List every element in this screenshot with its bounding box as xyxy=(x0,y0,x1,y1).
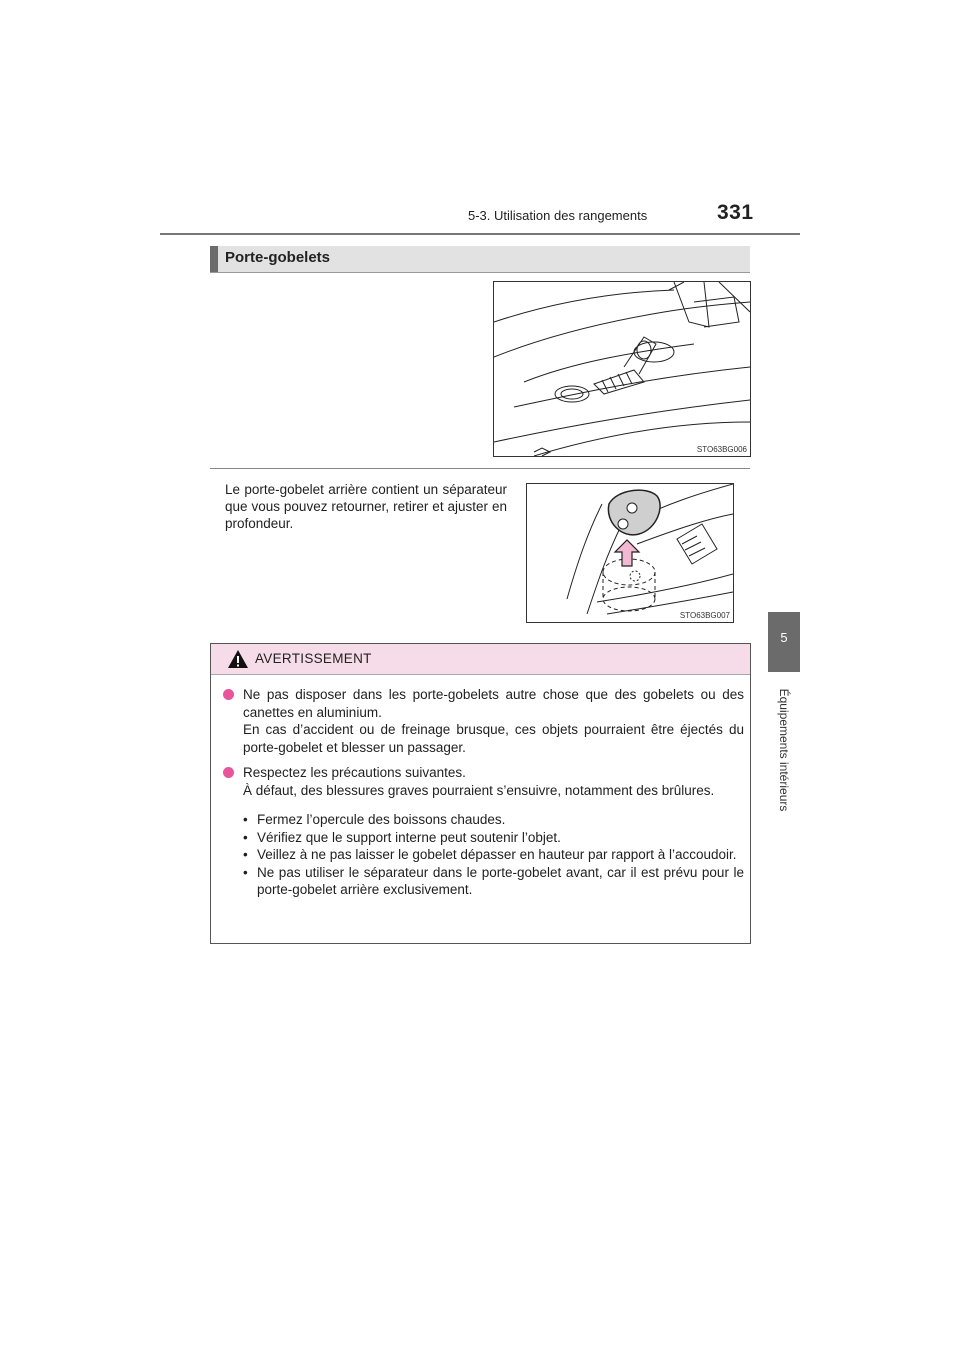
list-item xyxy=(243,846,744,864)
warning-text: Respectez les précautions suivantes. xyxy=(243,765,466,780)
list-item xyxy=(243,864,744,899)
separator-line-drawing xyxy=(527,484,733,622)
console-line-drawing xyxy=(494,282,750,456)
warning-title: AVERTISSEMENT xyxy=(255,651,372,666)
chapter-tab-number: 5 xyxy=(780,630,788,645)
list-item xyxy=(243,811,744,829)
list-item-text: Veillez à ne pas laisser le gobelet dépasser en hauteur par rapport à l’accoudoir. xyxy=(257,847,737,862)
list-bullet-icon: • xyxy=(243,829,248,845)
warning-text: Ne pas disposer dans les porte-gobelets autre chose que des gobelets ou des canettes en aluminium. xyxy=(243,687,744,720)
section-divider xyxy=(210,468,750,469)
warning-body xyxy=(211,686,750,899)
list-bullet-icon: • xyxy=(243,847,248,862)
warning-text: En cas d’accident ou de freinage brusque, ces objets pourraient être éjectés du porte-gobelet et blesser un passager. xyxy=(243,722,744,755)
list-bullet-icon: • xyxy=(243,864,248,880)
cup-holder-separator-illustration xyxy=(526,483,734,623)
running-header-section: 5-3. Utilisation des rangements xyxy=(468,208,648,223)
section-title-bar xyxy=(210,246,750,273)
warning-box xyxy=(210,643,751,944)
warning-text: À défaut, des blessures graves pourraient s’ensuivre, notamment des brûlures. xyxy=(243,782,715,798)
list-item-text: Ne pas utiliser le séparateur dans le porte-gobelet avant, car il est prévu pour le porte-gobelet arrière exclusivement. xyxy=(257,864,744,897)
page-number: 331 xyxy=(717,201,754,224)
cup-holder-console-illustration xyxy=(493,281,751,457)
list-bullet-icon: • xyxy=(243,812,248,827)
bullet-dot-icon xyxy=(223,767,234,778)
warning-triangle-icon xyxy=(227,649,249,669)
body-paragraph: Le porte-gobelet arrière contient un séparateur que vous pouvez retourner, retirer et ajuster en profondeur. xyxy=(225,482,507,531)
header-rule xyxy=(160,233,800,235)
figure-code: STO63BG006 xyxy=(696,445,747,454)
list-item-text: Fermez l’opercule des boissons chaudes. xyxy=(257,812,506,827)
chapter-tab-label: Équipements intérieurs xyxy=(777,688,791,812)
bullet-dot-icon xyxy=(223,689,234,700)
figure-code: STO63BG007 xyxy=(679,611,730,620)
warning-bullet xyxy=(223,764,744,799)
warning-header xyxy=(211,644,750,675)
list-item xyxy=(243,829,744,847)
precautions-list xyxy=(243,811,744,899)
section-title-accent xyxy=(210,246,218,272)
warning-bullet xyxy=(223,686,744,756)
section-title: Porte-gobelets xyxy=(225,249,331,266)
list-item-text: Vérifiez que le support interne peut soutenir l’objet. xyxy=(257,829,561,845)
